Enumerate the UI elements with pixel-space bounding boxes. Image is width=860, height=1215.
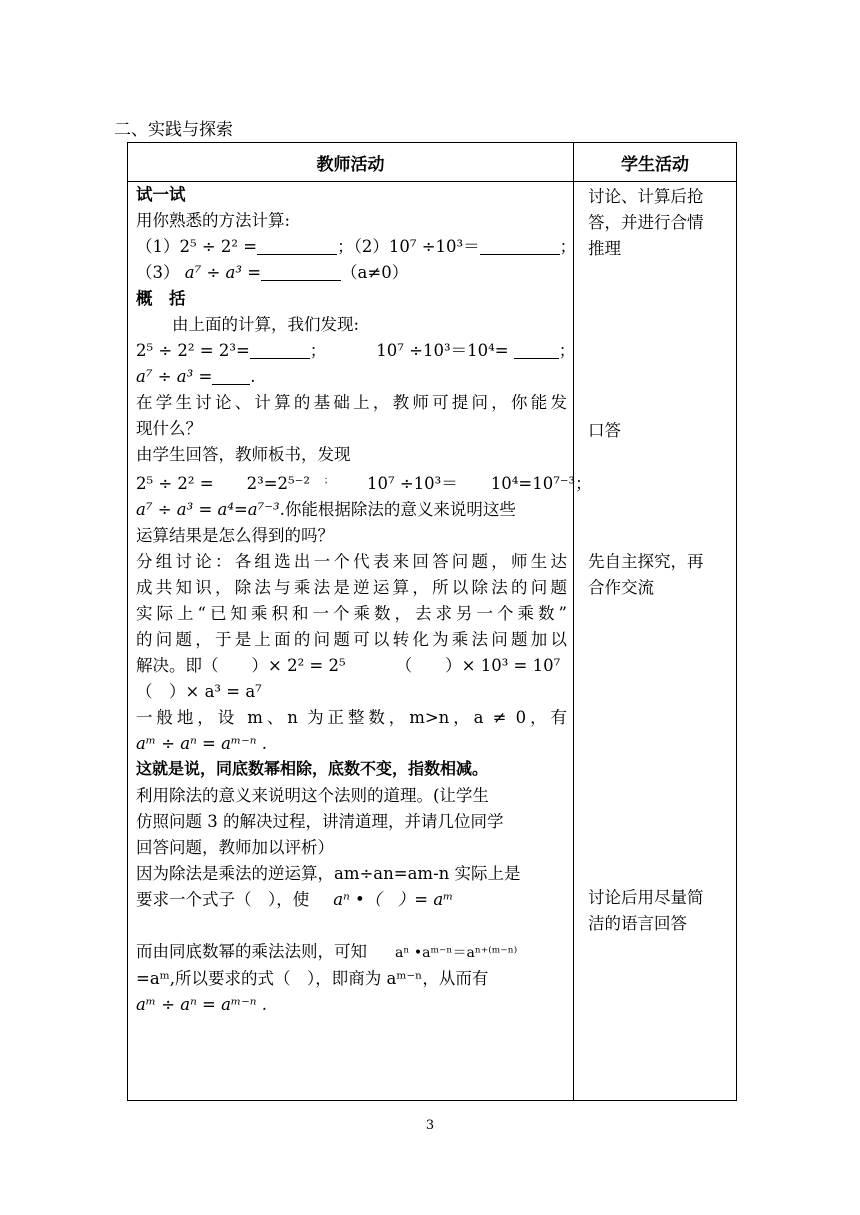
q3-expr: a⁷ ÷ a³ = <box>184 263 262 282</box>
b3-text: 你能根据除法的意义来说明这些 <box>284 500 516 519</box>
question-row-1 <box>136 234 577 260</box>
student-note-4-line-1: 讨论后用尽量简 <box>588 888 704 907</box>
paragraph-6-line-2: 仿照问题 3 的解决过程，讲清道理，并请几位同学 <box>136 812 504 831</box>
paragraph-4-line-3: 实际上“已知乘积和一个乘数，去求另一个乘数” <box>136 604 567 623</box>
board-row-2 <box>136 497 567 523</box>
try-title: 试一试 <box>136 186 186 204</box>
r3-blank[interactable] <box>212 366 250 385</box>
q2-label: （2） <box>353 237 389 256</box>
paragraph-6-line-3: 回答问题，教师加以评析） <box>136 838 334 857</box>
summary-title: 概 括 <box>136 290 186 308</box>
q1-sep: ； <box>337 237 354 256</box>
student-activity-header: 学生活动 <box>574 143 737 182</box>
student-activity-cell <box>574 182 737 1101</box>
paragraph-7-line-1: 因为除法是乘法的逆运算，am÷an=am-n 实际上是 <box>136 864 521 883</box>
student-note-2: 口答 <box>588 421 621 440</box>
question-row-2 <box>136 260 567 286</box>
q3-label: （3） <box>136 263 180 282</box>
teacher-activity-cell <box>128 182 592 1101</box>
student-note-3 <box>588 549 704 601</box>
p8-l1a: 而由同底数幂的乘法法则，可知 <box>136 942 367 961</box>
paragraph-4-line-6: （ ）× a³ = a⁷ <box>136 682 262 701</box>
paragraph-7-line-2 <box>136 887 567 913</box>
q2-sep: ； <box>559 237 577 256</box>
paragraph-3: 运算结果是怎么得到的吗？ <box>136 526 334 545</box>
r2-blank[interactable] <box>514 340 559 359</box>
r2-sep: ； <box>558 341 576 360</box>
r2-expr: 10⁷ ÷10³＝10⁴= <box>376 341 509 360</box>
q1-label: （1） <box>136 237 180 256</box>
table-header-row <box>128 143 737 182</box>
r1-sep: ； <box>309 341 327 360</box>
activity-row <box>128 182 737 1101</box>
found-text: 由上面的计算，我们发现: <box>172 315 360 334</box>
p8-l1b: aⁿ •aᵐ⁻ⁿ＝aⁿ⁺⁽ᵐ⁻ⁿ⁾ <box>395 945 518 961</box>
teacher-activity-header: 教师活动 <box>128 143 574 182</box>
intro-text: 用你熟悉的方法计算: <box>136 211 291 230</box>
p4-l5a: 解决。即（ ）× 2² = 2⁵ <box>136 656 346 675</box>
paragraph-5-line-1: 一般地，设 m、n 为正整数，m>n，a ≠ 0，有 <box>136 708 567 727</box>
paragraph-4-line-5 <box>136 653 567 679</box>
student-note-1-line-2: 答，并进行合情 <box>588 213 704 232</box>
student-note-3-line-2: 合作交流 <box>588 578 654 597</box>
student-note-1-line-1: 讨论、计算后抢 <box>588 187 704 206</box>
q3-blank[interactable] <box>261 262 341 281</box>
result-row-2 <box>136 364 567 390</box>
paragraph-1-line-1: 在学生讨论、计算的基础上，教师可提问，你能发 <box>136 393 567 412</box>
b1-expr: 2⁵ ÷ 2² = 2³=2⁵⁻² <box>136 474 310 493</box>
q2-blank[interactable] <box>480 236 560 255</box>
p7-l2a: 要求一个式子（ ），使 <box>136 890 310 909</box>
q1-expr: 2⁵ ÷ 2² = <box>179 237 258 256</box>
paragraph-4-line-4: 的问题，于是上面的问题可以转化为乘法问题加以 <box>136 630 567 649</box>
paragraph-4-line-1: 分组讨论：各组选出一个代表来回答问题，师生达 <box>136 552 567 571</box>
activity-table <box>127 142 737 1101</box>
paragraph-8-line-3: aᵐ ÷ aⁿ = aᵐ⁻ⁿ . <box>136 995 267 1014</box>
section-title: 二、实践与探索 <box>114 120 233 140</box>
paragraph-4-line-2: 成共知识，除法与乘法是逆运算，所以除法的问题 <box>136 578 567 597</box>
student-note-1 <box>588 184 704 262</box>
student-note-4-line-2: 洁的语言回答 <box>588 914 687 933</box>
paragraph-5-rule: aᵐ ÷ aⁿ = aᵐ⁻ⁿ . <box>136 734 267 753</box>
r1-blank[interactable] <box>250 340 310 359</box>
q1-blank[interactable] <box>257 236 337 255</box>
student-note-3-line-1: 先自主探究，再 <box>588 552 704 571</box>
rule-bold: 这就是说，同底数幂相除，底数不变，指数相减。 <box>136 761 489 778</box>
paragraph-8-line-1 <box>136 939 567 966</box>
r1-expr: 2⁵ ÷ 2² = 2³= <box>136 341 250 360</box>
p7-l2b: aⁿ •（ ）= aᵐ <box>333 890 454 909</box>
student-note-4 <box>588 885 704 937</box>
page-number: 3 <box>425 1118 435 1133</box>
paragraph-8-line-2: =aᵐ,所以要求的式（ ），即商为 aᵐ⁻ⁿ，从而有 <box>136 969 489 988</box>
q2-expr: 10⁷ ÷10³＝ <box>388 237 480 256</box>
q3-cond: （a≠0） <box>341 263 409 282</box>
student-note-1-line-3: 推理 <box>588 239 621 258</box>
board-row-1 <box>136 468 592 497</box>
r3-end: . <box>250 367 256 386</box>
paragraph-6-line-1: 利用除法的意义来说明这个法则的道理。(让学生 <box>136 786 489 805</box>
b1-mark: ； <box>323 476 333 486</box>
spacer <box>136 913 567 939</box>
paragraph-1-line-2: 现什么？ <box>136 419 202 438</box>
b2-expr: 10⁷ ÷10³＝ 10⁴=10⁷⁻³； <box>367 474 592 493</box>
result-row-1 <box>136 338 576 364</box>
p4-l5b: （ ）× 10³ = 10⁷ <box>395 656 561 675</box>
paragraph-2: 由学生回答，教师板书，发现 <box>136 445 351 464</box>
b3-expr: a⁷ ÷ a³ = a⁴=a⁷⁻³. <box>136 500 285 519</box>
r3-expr: a⁷ ÷ a³ = <box>136 367 213 386</box>
